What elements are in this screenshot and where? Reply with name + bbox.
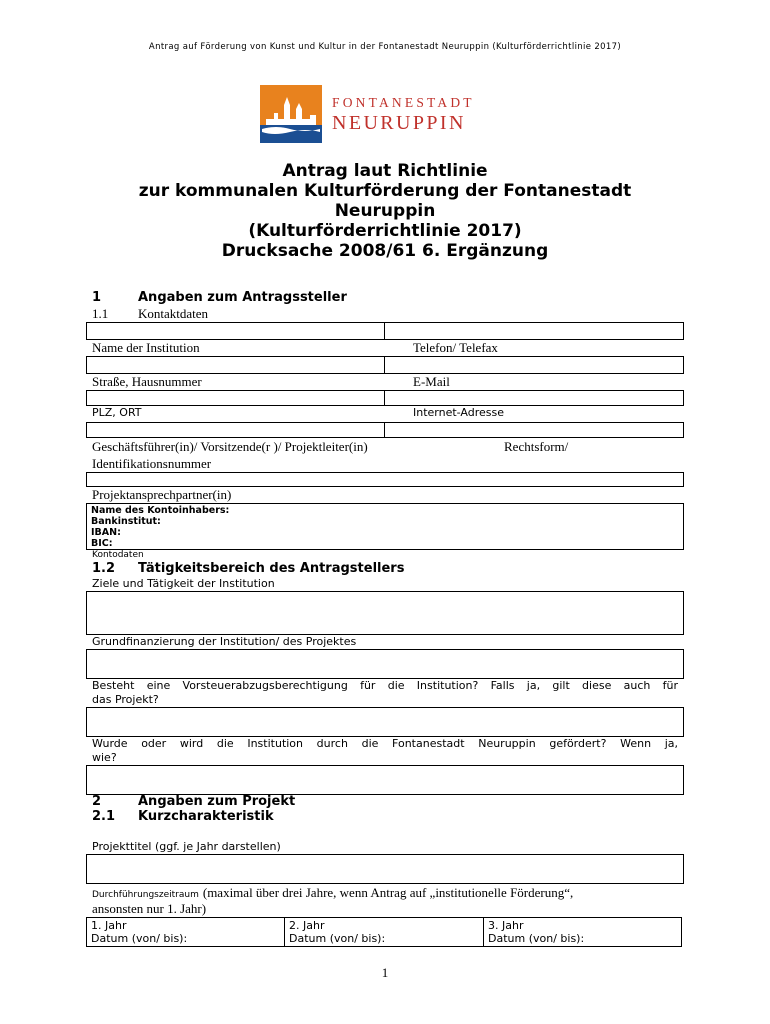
zeitraum-label-line-2: ansonsten nur 1. Jahr): [92, 901, 207, 916]
ansprechpartner-label: Projektansprechpartner(in): [92, 487, 232, 502]
title-line-4: (Kulturförderrichtlinie 2017): [248, 221, 522, 241]
section-1-number: 1: [92, 290, 102, 305]
gefoerdert-label-line-2: wie?: [92, 751, 117, 764]
section-1-2-number: 1.2: [92, 561, 116, 576]
ansprechpartner-field[interactable]: [86, 472, 684, 487]
title-line-1: Antrag laut Richtlinie: [282, 161, 488, 181]
projekttitel-field[interactable]: [86, 854, 684, 884]
rechtsform-label: Rechtsform/: [504, 439, 569, 454]
iban-label: IBAN:: [91, 527, 121, 538]
city-logo: [260, 85, 520, 145]
grundfinanzierung-label: Grundfinanzierung der Institution/ des Projektes: [92, 635, 357, 648]
year-2-datum: Datum (von/ bis):: [289, 932, 386, 945]
grundfinanzierung-field[interactable]: [86, 649, 684, 679]
kontodaten-box[interactable]: [86, 503, 684, 550]
year-1-datum: Datum (von/ bis):: [91, 932, 188, 945]
years-table-divider-2: [483, 918, 484, 946]
section-1-1-number: 1.1: [92, 306, 109, 321]
ziele-field[interactable]: [86, 591, 684, 635]
section-2-1-heading: Kurzcharakteristik: [138, 809, 274, 824]
section-1-2-heading: Tätigkeitsbereich des Antragstellers: [138, 561, 405, 576]
section-1-1-heading: Kontaktdaten: [138, 306, 209, 321]
vorsteuer-field[interactable]: [86, 707, 684, 737]
plz-ort-label: PLZ, ORT: [92, 406, 142, 419]
bankinstitut-label: Bankinstitut:: [91, 516, 161, 527]
zeitraum-label: [92, 884, 678, 902]
email-field[interactable]: [384, 356, 684, 374]
ziele-label: Ziele und Tätigkeit der Institution: [92, 577, 275, 590]
geschaeftsfuehrer-label: Geschäftsführer(in)/ Vorsitzende(r )/ Projektleiter(in): [92, 439, 368, 454]
year-2-label: 2. Jahr: [289, 919, 325, 932]
email-label: E-Mail: [413, 374, 450, 389]
year-3-cell[interactable]: [488, 919, 678, 945]
logo-text-fontanestadt: FONTANESTADT: [332, 95, 475, 110]
years-table: [86, 917, 682, 947]
name-institution-field[interactable]: [86, 322, 385, 340]
identifikation-label: Identifikationsnummer: [92, 456, 212, 471]
telefon-field[interactable]: [384, 322, 684, 340]
title-line-3: Neuruppin: [334, 201, 436, 221]
years-table-divider-1: [284, 918, 285, 946]
year-1-label: 1. Jahr: [91, 919, 127, 932]
internet-label: Internet-Adresse: [413, 406, 504, 419]
year-3-datum: Datum (von/ bis):: [488, 932, 585, 945]
title-line-2: zur kommunalen Kulturförderung der Fontanestadt: [138, 181, 632, 201]
plz-ort-field[interactable]: [86, 390, 385, 406]
section-1-heading: Angaben zum Antragssteller: [138, 290, 347, 305]
internet-field[interactable]: [384, 390, 684, 406]
page-number: 1: [381, 965, 389, 980]
section-2-1-number: 2.1: [92, 809, 116, 824]
section-2-number: 2: [92, 794, 102, 809]
strasse-label: Straße, Hausnummer: [92, 374, 202, 389]
document-title: [0, 161, 770, 261]
year-2-cell[interactable]: [289, 919, 479, 945]
logo-emblem: [260, 85, 322, 143]
vorsteuer-label-line-2: das Projekt?: [92, 693, 159, 706]
vorsteuer-label-line-1: Besteht eine Vorsteuerabzugsberechtigung für die Institution? Falls ja, gilt diese auch für: [92, 679, 678, 692]
running-header: Antrag auf Förderung von Kunst und Kultur in der Fontanestadt Neuruppin (Kulturförderrichtlinie 2017): [148, 42, 622, 52]
gefoerdert-label-line-1: Wurde oder wird die Institution durch die Fontanestadt Neuruppin gefördert? Wenn ja,: [92, 737, 678, 750]
year-3-label: 3. Jahr: [488, 919, 524, 932]
kontoinhaber-label: Name des Kontoinhabers:: [91, 505, 230, 516]
title-line-5: Drucksache 2008/61 6. Ergänzung: [221, 241, 549, 261]
zeitraum-label-small: Durchführungszeitraum: [92, 890, 199, 900]
gefoerdert-field[interactable]: [86, 765, 684, 795]
bic-label: BIC:: [91, 538, 113, 549]
strasse-field[interactable]: [86, 356, 385, 374]
section-2-heading: Angaben zum Projekt: [138, 794, 296, 809]
geschaeftsfuehrer-field[interactable]: [86, 422, 385, 438]
year-1-cell[interactable]: [91, 919, 281, 945]
projekttitel-label: Projekttitel (ggf. je Jahr darstellen): [92, 840, 281, 853]
kontodaten-label: Kontodaten: [92, 550, 144, 560]
name-institution-label: Name der Institution: [92, 340, 200, 355]
logo-text-neuruppin: NEURUPPIN: [332, 112, 466, 134]
zeitraum-label-rest: (maximal über drei Jahre, wenn Antrag auf „institutionelle Förderung“,: [202, 885, 574, 900]
telefon-label: Telefon/ Telefax: [413, 340, 498, 355]
rechtsform-field[interactable]: [384, 422, 684, 438]
